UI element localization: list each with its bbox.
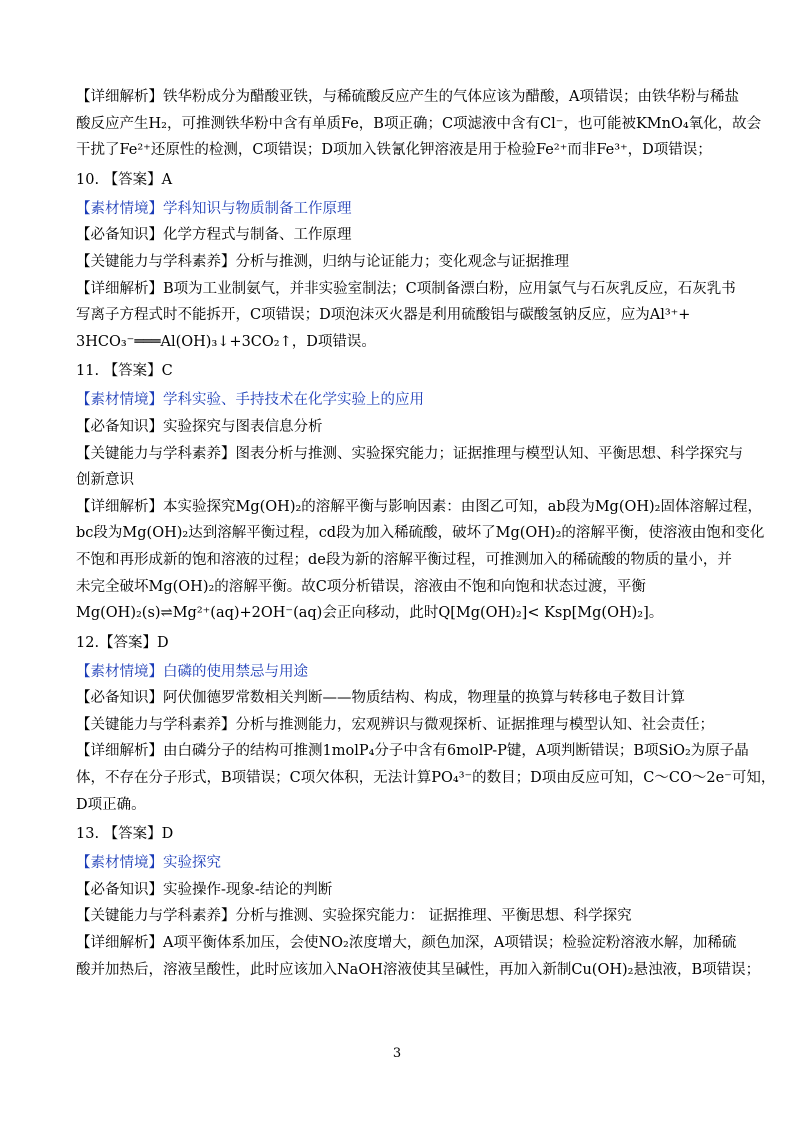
detail-analysis-q11: Mg(OH)₂(s)⇌Mg²⁺(aq)+2OH⁻(aq)会正向移动，此时Q[Mg(OH)₂]< Ksp[Mg(OH)₂]。 [76,605,664,622]
detail-analysis-q11: 【详细解析】本实验探究Mg(OH)₂的溶解平衡与影响因素：由图乙可知，ab段为Mg(OH)₂固体溶解过程， [76,498,762,515]
page-content [76,84,776,983]
detail-analysis-q13: 酸并加热后，溶液呈酸性，此时应该加入NaOH溶液使其呈碱性，再加入新制Cu(OH)₂悬浊液，B项错误； [76,961,761,978]
page-number: 3 [392,1046,402,1061]
key-ability-q10: 【关键能力与学科素养】分析与推测，归纳与论证能力；变化观念与证据推理 [76,253,569,270]
detail-analysis-q13: 【详细解析】A项平衡体系加压，会使NO₂浓度增大，颜色加深，A项错误；检验淀粉溶液水解，加稀硫 [76,935,737,952]
detail-analysis-q10: 【详细解析】B项为工业制氨气，并非实验室制法；C项制备漂白粉，应用氯气与石灰乳反应，石灰乳书 [76,280,736,297]
detail-analysis-q12: 【详细解析】由白磷分子的结构可推测1molP₄分子中含有6molP-P键，A项判断错误；B项SiO₂为原子晶 [76,743,749,760]
detail-analysis-q11: 未完全破坏Mg(OH)₂的溶解平衡。故C项分析错误，溶液由不饱和向饱和状态过渡，平衡 [76,578,646,595]
detail-analysis-q12: D项正确。 [76,796,146,813]
material-context-q11: 【素材情境】学科实验、手持技术在化学实验上的应用 [76,392,424,409]
detail-analysis-q12: 体，不存在分子形式，B项错误；C项欠体积，无法计算PO₄³⁻的数目；D项由反应可知，C～CO～2e⁻可知， [76,770,776,787]
answer-heading-q10: 10. 【答案】A [76,171,173,188]
required-knowledge-q10: 【必备知识】化学方程式与制备、工作原理 [76,227,352,244]
required-knowledge-q13: 【必备知识】实验操作-现象-结论的判断 [76,881,333,898]
detail-analysis-q11: bc段为Mg(OH)₂达到溶解平衡过程，cd段为加入稀硫酸，破坏了Mg(OH)₂的溶解平衡，使溶液由饱和变化 [76,525,765,542]
detail-analysis-q10: 3HCO₃⁻═══Al(OH)₃↓+3CO₂↑，D项错误。 [76,333,376,350]
answer-heading-q13: 13. 【答案】D [76,826,174,843]
material-context-q10: 【素材情境】学科知识与物质制备工作原理 [76,200,352,217]
material-context-q13: 【素材情境】实验探究 [76,855,221,872]
detail-analysis-q10: 写离子方程式时不能拆开，C项错误；D项泡沫灭火器是利用硫酸铝与碳酸氢钠反应，应为Al³⁺+ [76,307,691,324]
key-ability-q11: 创新意识 [76,472,134,489]
detail-analysis-q11: 不饱和再形成新的饱和溶液的过程；de段为新的溶解平衡过程，可推测加入的稀硫酸的物质的量小，并 [76,551,732,568]
key-ability-q11: 【关键能力与学科素养】图表分析与推测、实验探究能力；证据推理与模型认知、平衡思想、科学探究与 [76,445,743,462]
required-knowledge-q12: 【必备知识】阿伏伽德罗常数相关判断——物质结构、构成，物理量的换算与转移电子数目计算 [76,690,685,707]
key-ability-q12: 【关键能力与学科素养】分析与推测能力，宏观辨识与微观探析、证据推理与模型认知、社会责任； [76,716,714,733]
answer-heading-q11: 11. 【答案】C [76,363,173,380]
key-ability-q13: 【关键能力与学科素养】分析与推测、实验探究能力： 证据推理、平衡思想、科学探究 [76,908,632,925]
detail-analysis-line: 干扰了Fe²⁺还原性的检测，C项错误；D项加入铁氰化钾溶液是用于检验Fe²⁺而非Fe³⁺，D项错误； [76,142,712,159]
answer-heading-q12: 12.【答案】D [76,634,169,651]
material-context-q12: 【素材情境】白磷的使用禁忌与用途 [76,663,308,680]
detail-analysis-line: 酸反应产生H₂，可推测铁华粉中含有单质Fe，B项正确；C项滤液中含有Cl⁻，也可能被KMnO₄氧化，故会 [76,115,762,132]
required-knowledge-q11: 【必备知识】实验探究与图表信息分析 [76,418,323,435]
detail-analysis-line: 【详细解析】铁华粉成分为醋酸亚铁，与稀硫酸反应产生的气体应该为醋酸，A项错误；由铁华粉与稀盐 [76,89,739,105]
